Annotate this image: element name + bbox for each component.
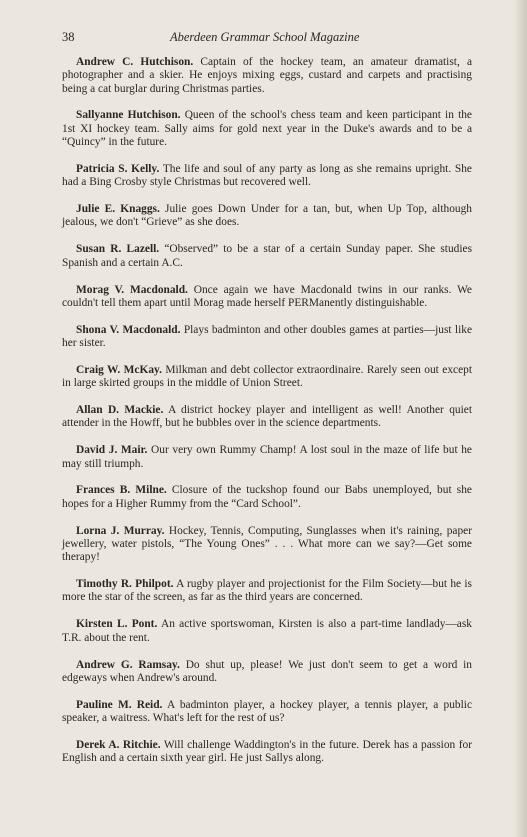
entry-text: Hockey, Tennis, Computing, Sunglasses when it's raining, paper jewellery, water pistols, “The Young Ones” . . . What more can we say?—Get some therapy! <box>62 524 472 564</box>
entry-frances-milne <box>62 484 472 511</box>
entry-text: A badminton player, a hockey player, a tennis player, a public speaker, a waitress. What's left for the rest of us? <box>62 698 473 724</box>
entry-kirsten-pont <box>62 618 472 645</box>
entry-name: Kirsten L. Pont. <box>76 618 158 631</box>
entry-lorna-murray <box>62 525 472 565</box>
entry-text: An active sportswoman, Kirsten is also a part-time landlady—ask T.R. about the rent. <box>62 618 472 644</box>
entry-andrew-ramsay <box>62 659 472 686</box>
entry-name: Timothy R. Philpot. <box>76 578 174 591</box>
entry-text: Once again we have Macdonald twins in our ranks. We couldn't tell them apart until Morag made herself PERManently distinguishable. <box>62 283 472 309</box>
entry-name: Andrew G. Ramsay. <box>76 658 180 671</box>
entry-susan-lazell <box>62 243 472 270</box>
entry-allan-mackie <box>62 404 472 431</box>
entry-name: Sallyanne Hutchison. <box>76 109 181 122</box>
entry-name: David J. Mair. <box>76 444 148 457</box>
entry-derek-ritchie <box>62 739 472 766</box>
page-edge-shadow <box>513 0 527 837</box>
entry-name: Susan R. Lazell. <box>76 243 160 256</box>
entry-name: Craig W. McKay. <box>76 363 162 376</box>
page-number: 38 <box>62 30 75 44</box>
entry-name: Julie E. Knaggs. <box>76 203 160 216</box>
entry-andrew-hutchison <box>62 56 472 96</box>
entry-text: A district hockey player and intelligent as well! Another quiet attender in the Howff, but he bubbles over in the science departments. <box>62 404 472 430</box>
entry-david-mair <box>62 444 472 471</box>
entry-patricia-kelly <box>62 163 472 190</box>
entry-pauline-reid <box>62 699 472 726</box>
entry-name: Allan D. Mackie. <box>76 404 164 417</box>
entry-name: Lorna J. Murray. <box>76 524 165 537</box>
entry-name: Frances B. Milne. <box>76 484 167 497</box>
entry-shona-macdonald <box>62 324 472 351</box>
entry-julie-knaggs <box>62 203 472 230</box>
entry-sallyanne-hutchison <box>62 109 472 149</box>
entry-text: Our very own Rummy Champ! A lost soul in the maze of life but he may still triumph. <box>62 444 472 470</box>
entry-timothy-philpot <box>62 578 472 605</box>
entry-text: The life and soul of any party as long as she remains upright. She had a Bing Crosby style Christmas but recovered well. <box>62 162 472 189</box>
entry-name: Morag V. Macdonald. <box>76 283 188 296</box>
entry-text: Do shut up, please! We just don't seem to get a word in edgeways when Andrew's around. <box>62 658 473 684</box>
journal-title: Aberdeen Grammar School Magazine <box>170 30 360 44</box>
entry-craig-mckay <box>62 364 472 391</box>
entry-text: Plays badminton and other doubles games at parties—just like her sister. <box>62 323 472 350</box>
entry-text: Julie goes Down Under for a tan, but, when Up Top, although jealous, we don't “Grieve” as she does. <box>62 203 472 229</box>
entry-text: Closure of the tuckshop found our Babs unemployed, but she hopes for a Higher Rummy from the “Card School”. <box>62 484 472 510</box>
running-head <box>62 30 472 48</box>
entry-morag-macdonald <box>62 284 472 311</box>
entry-text: Will challenge Waddington's in the future. Derek has a passion for English and a certain sixth year girl. He just Sallys along. <box>62 738 472 765</box>
entry-text: Queen of the school's chess team and keen participant in the 1st XI hockey team. Sally aims for gold next year in the Duke's awards and to be a “Quincy” in the future. <box>62 109 472 149</box>
entry-list <box>62 56 472 779</box>
entry-text: Captain of the hockey team, an amateur dramatist, a photographer and a skier. He enjoys mixing eggs, custard and carpets and practising being a cat burglar during Christmas parties. <box>62 56 472 95</box>
entry-name: Shona V. Macdonald. <box>76 323 181 336</box>
entry-text: A rugby player and projectionist for the Film Society—but he is more the star of the screen, as far as the third years are concerned. <box>62 578 472 604</box>
entry-name: Andrew C. Hutchison. <box>76 56 194 68</box>
entry-name: Patricia S. Kelly. <box>76 162 160 175</box>
entry-text: Milkman and debt collector extraordinaire. Rarely seen out except in large skirted groups in the middle of Union Street. <box>62 363 472 390</box>
entry-name: Pauline M. Reid. <box>76 698 163 711</box>
entry-text: “Observed” to be a star of a certain Sunday paper. She studies Spanish and a certain A.C. <box>62 243 473 269</box>
entry-name: Derek A. Ritchie. <box>76 738 161 751</box>
